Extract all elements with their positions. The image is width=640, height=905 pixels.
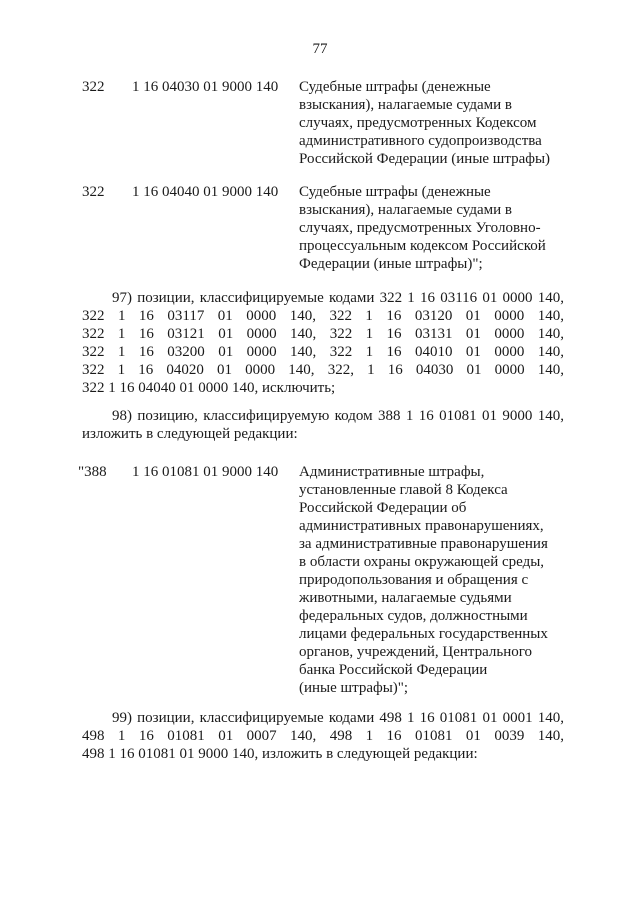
description-line: в области охраны окружающей среды, — [299, 554, 545, 570]
description-line: процессуальным кодексом Российской — [299, 238, 546, 254]
paragraph-99 — [82, 709, 564, 763]
paragraph-line: 322 1 16 04020 01 0000 140, 322, 1 16 04030 01 0000 140, — [82, 362, 564, 378]
classification-code: 1 16 04040 01 9000 140 — [132, 184, 279, 200]
classification-code: 1 16 04030 01 9000 140 — [132, 79, 279, 95]
paragraph-line: 99) позиции, классифицируемые кодами 498 1 16 01081 01 0001 140, — [112, 710, 564, 726]
paragraph-line: 322 1 16 03117 01 0000 140, 322 1 16 03120 01 0000 140, — [82, 308, 564, 324]
description-line: взыскания), налагаемые судами в — [299, 97, 512, 113]
description-line: банка Российской Федерации — [299, 662, 488, 678]
description-line: Российской Федерации (иные штрафы) — [299, 151, 551, 167]
description-line: (иные штрафы)"; — [299, 680, 409, 696]
description-line: Судебные штрафы (денежные — [299, 184, 491, 200]
paragraph-line: 322 1 16 03121 01 0000 140, 322 1 16 03131 01 0000 140, — [82, 326, 564, 342]
description-line: административных правонарушениях, — [299, 518, 544, 534]
paragraph-97 — [82, 289, 564, 397]
page-number: 77 — [312, 41, 328, 57]
row-description — [299, 183, 574, 273]
row-description — [299, 78, 574, 168]
paragraph-line: 98) позицию, классифицируемую кодом 388 1 16 01081 01 9000 140, — [112, 408, 564, 424]
description-line: Судебные штрафы (денежные — [299, 79, 491, 95]
description-line: взыскания), налагаемые судами в — [299, 202, 512, 218]
description-line: природопользования и обращения с — [299, 572, 529, 588]
admin-code: 322 — [82, 184, 105, 200]
description-line: установленные главой 8 Кодекса — [299, 482, 508, 498]
classification-code: 1 16 01081 01 9000 140 — [132, 464, 279, 480]
paragraph-line: 322 1 16 04040 01 0000 140, исключить; — [82, 380, 336, 396]
description-line: Федерации (иные штрафы)"; — [299, 256, 483, 272]
admin-code: 322 — [82, 79, 105, 95]
description-line: случаях, предусмотренных Уголовно- — [299, 220, 541, 236]
description-line: лицами федеральных государственных — [299, 626, 548, 642]
description-line: органов, учреждений, Центрального — [299, 644, 533, 660]
description-line: животными, налагаемые судьями — [299, 590, 512, 606]
description-line: федеральных судов, должностными — [299, 608, 528, 624]
paragraph-line: 97) позиции, классифицируемые кодами 322 1 16 03116 01 0000 140, — [112, 290, 564, 306]
description-line: за административные правонарушения — [299, 536, 548, 552]
paragraph-line: 498 1 16 01081 01 9000 140, изложить в следующей редакции: — [82, 746, 478, 762]
description-line: случаях, предусмотренных Кодексом — [299, 115, 537, 131]
paragraph-line: изложить в следующей редакции: — [82, 426, 298, 442]
paragraph-line: 498 1 16 01081 01 0007 140, 498 1 16 01081 01 0039 140, — [82, 728, 564, 744]
description-line: Административные штрафы, — [299, 464, 485, 480]
paragraph-98 — [82, 407, 564, 443]
description-line: административного судопроизводства — [299, 133, 542, 149]
row-description — [299, 463, 574, 697]
description-line: Российской Федерации об — [299, 500, 467, 516]
paragraph-line: 322 1 16 03200 01 0000 140, 322 1 16 04010 01 0000 140, — [82, 344, 564, 360]
admin-code: "388 — [78, 464, 107, 480]
